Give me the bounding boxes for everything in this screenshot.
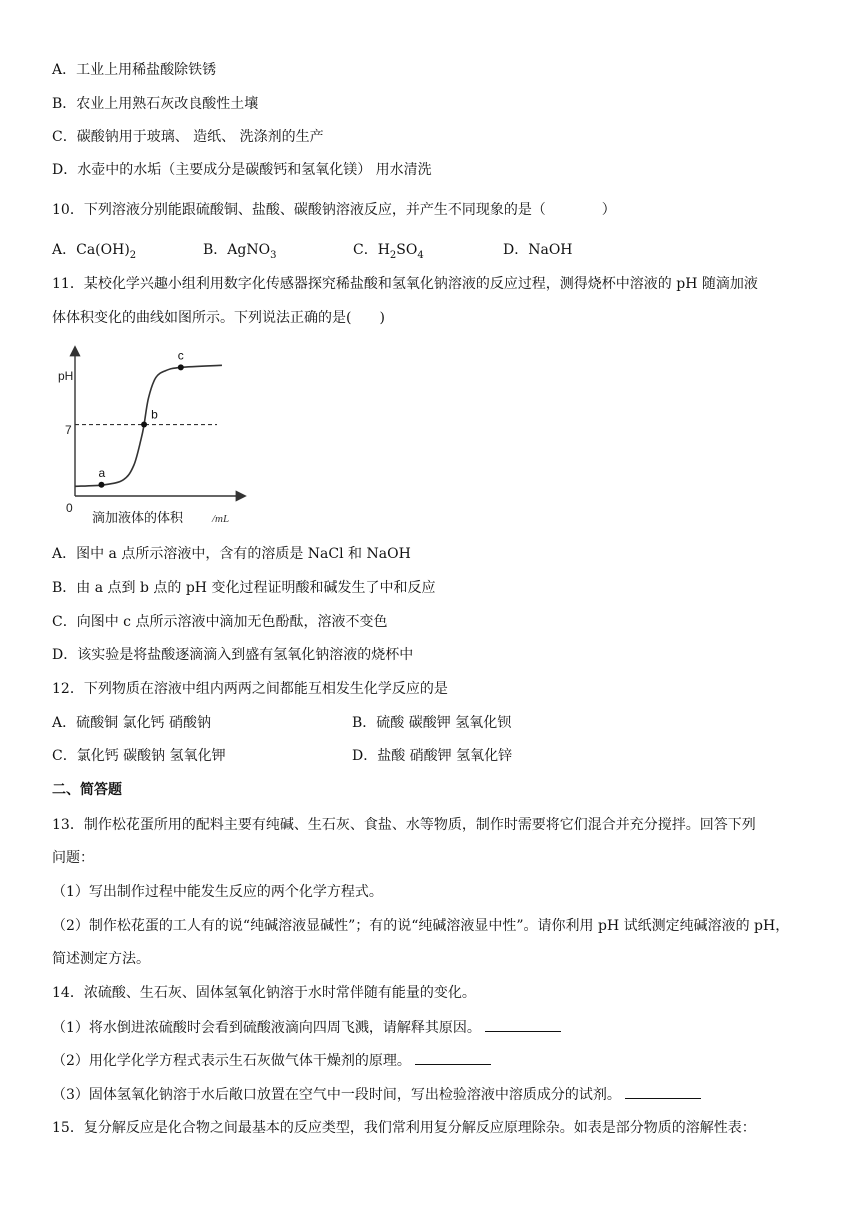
answer-blank[interactable] — [485, 1017, 561, 1032]
q12-option-c: C．氯化钙 碳酸钠 氢氧化钾 — [52, 748, 226, 764]
ph-curve-chart — [52, 340, 252, 528]
point-c-marker — [178, 364, 184, 370]
q13-stem-line1: 13．制作松花蛋所用的配料主要有纯碱、生石灰、食盐、水等物质，制作时需要将它们混合并充分搅拌。回答下列 — [52, 817, 756, 833]
q11-option-c: C．向图中 c 点所示溶液中滴加无色酚酞，溶液不变色 — [52, 614, 388, 630]
q9-option-d: D．水壶中的水垢（主要成分是碳酸钙和氢氧化镁） 用水清洗 — [52, 162, 432, 178]
q12-option-d: D．盐酸 硝酸钾 氢氧化锌 — [352, 748, 513, 764]
q14-stem: 14．浓硫酸、生石灰、固体氢氧化钠溶于水时常伴随有能量的变化。 — [52, 985, 476, 1001]
x-axis-label: 滴加液体的体积 — [92, 511, 184, 526]
q15-stem: 15．复分解反应是化合物之间最基本的反应类型，我们常利用复分解反应原理除杂。如表是部分物质的溶解性表： — [52, 1120, 756, 1136]
q13-sub2-line1: （2）制作松花蛋的工人有的说“纯碱溶液显碱性”；有的说“纯碱溶液显中性”。请你利用 pH 试纸测定纯碱溶液的 pH， — [52, 918, 790, 934]
y-axis-label: pH — [58, 369, 74, 383]
ref-line-label: 7 — [65, 423, 72, 437]
q13-sub2-line2: 简述测定方法。 — [52, 951, 150, 967]
q14-sub3: （3）固体氢氧化钠溶于水后敞口放置在空气中一段时间，写出检验溶液中溶质成分的试剂。 — [52, 1084, 701, 1105]
answer-blank[interactable] — [415, 1050, 491, 1065]
origin-label: 0 — [66, 501, 73, 515]
q9-option-a: A．工业上用稀盐酸除铁锈 — [52, 62, 217, 78]
q11-option-a: A．图中 a 点所示溶液中，含有的溶质是 NaCl 和 NaOH — [52, 546, 411, 562]
q9-option-c: C．碳酸钠用于玻璃、 造纸、 洗涤剂的生产 — [52, 129, 324, 145]
ph-curve — [75, 365, 222, 486]
q11-stem-line1: 11．某校化学兴趣小组利用数字化传感器探究稀盐酸和氢氧化钠溶液的反应过程，测得烧杯中溶液的 pH 随滴加液 — [52, 276, 758, 292]
point-b-label: b — [151, 407, 158, 422]
q13-sub1: （1）写出制作过程中能发生反应的两个化学方程式。 — [52, 884, 383, 900]
q11-option-b: B．由 a 点到 b 点的 pH 变化过程证明酸和碱发生了中和反应 — [52, 580, 436, 596]
q12-stem: 12．下列物质在溶液中组内两两之间都能互相发生化学反应的是 — [52, 681, 448, 697]
q10-option-a: A．$Ca(OH)_2$ — [52, 242, 137, 261]
x-axis-unit: /mL — [212, 513, 230, 525]
answer-blank[interactable] — [625, 1084, 701, 1099]
point-a-marker — [98, 482, 104, 488]
q10-option-c: C．$H_2SO_4$ — [353, 242, 424, 261]
q10-option-d: D．NaOH — [503, 242, 573, 258]
point-b-marker — [141, 422, 147, 428]
section-heading: 二、简答题 — [52, 782, 122, 798]
q14-sub1: （1）将水倒进浓硫酸时会看到硫酸液滴向四周飞溅，请解释其原因。 — [52, 1017, 561, 1038]
q12-option-b: B．硫酸 碳酸钾 氢氧化钡 — [352, 715, 512, 731]
q14-sub2: （2）用化学化学方程式表示生石灰做气体干燥剂的原理。 — [52, 1050, 491, 1071]
q9-option-b: B．农业上用熟石灰改良酸性土壤 — [52, 96, 259, 112]
q13-stem-line2: 问题： — [52, 850, 94, 866]
point-a-label: a — [98, 465, 106, 480]
q11-option-d: D．该实验是将盐酸逐滴滴入到盛有氢氧化钠溶液的烧杯中 — [52, 647, 414, 663]
q10-stem: 10．下列溶液分别能跟硫酸铜、盐酸、碳酸钠溶液反应，并产生不同现象的是（ ） — [52, 202, 616, 218]
point-c-label: c — [177, 348, 184, 363]
q12-option-a: A．硫酸铜 氯化钙 硝酸钠 — [52, 715, 212, 731]
q10-option-b: B．AgNO$_3$ — [203, 242, 277, 261]
q11-stem-line2: 体体积变化的曲线如图所示。下列说法正确的是( ) — [52, 310, 385, 326]
